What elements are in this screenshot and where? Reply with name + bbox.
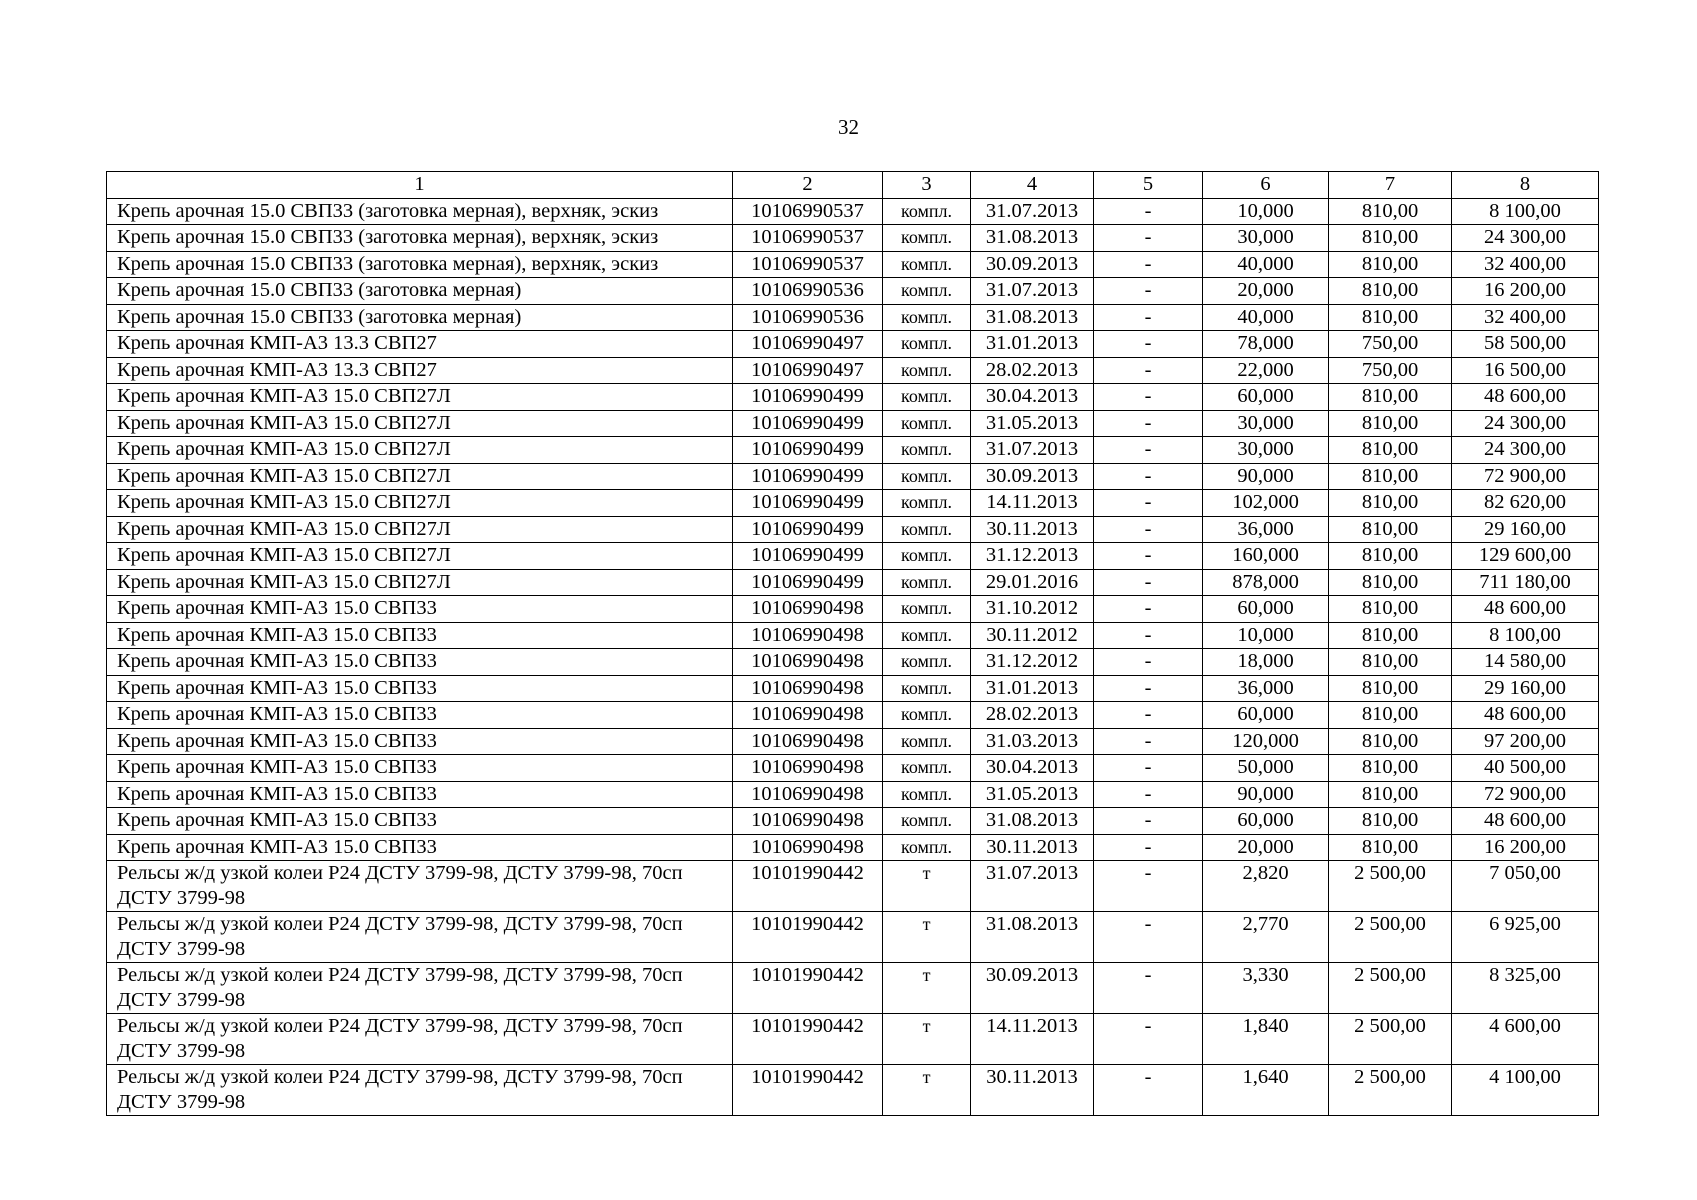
- item-unit: компл.: [883, 437, 971, 464]
- item-quantity: 40,000: [1203, 251, 1329, 278]
- item-price: 810,00: [1329, 755, 1452, 782]
- item-date: 14.11.2013: [971, 490, 1094, 517]
- item-date: 31.01.2013: [971, 675, 1094, 702]
- item-date: 28.02.2013: [971, 357, 1094, 384]
- table-row: [107, 596, 1599, 623]
- item-name: Крепь арочная 15.0 СВП33 (заготовка мерная), верхняк, эскиз: [107, 251, 733, 278]
- item-col5: -: [1094, 198, 1203, 225]
- item-quantity: 90,000: [1203, 781, 1329, 808]
- item-quantity: 10,000: [1203, 198, 1329, 225]
- item-price: 810,00: [1329, 728, 1452, 755]
- table-row: [107, 410, 1599, 437]
- item-quantity: 3,330: [1203, 963, 1329, 1014]
- item-name: Рельсы ж/д узкой колеи Р24 ДСТУ 3799-98, ДСТУ 3799-98, 70сп ДСТУ 3799-98: [107, 1065, 733, 1116]
- item-date: 30.11.2013: [971, 516, 1094, 543]
- item-sum: 32 400,00: [1452, 251, 1599, 278]
- item-quantity: 20,000: [1203, 834, 1329, 861]
- table-row: [107, 569, 1599, 596]
- item-price: 750,00: [1329, 331, 1452, 358]
- item-price: 2 500,00: [1329, 912, 1452, 963]
- item-date: 31.01.2013: [971, 331, 1094, 358]
- item-sum: 7 050,00: [1452, 861, 1599, 912]
- item-col5: -: [1094, 675, 1203, 702]
- item-quantity: 878,000: [1203, 569, 1329, 596]
- item-col5: -: [1094, 463, 1203, 490]
- item-code: 10101990442: [733, 861, 883, 912]
- item-unit: компл.: [883, 278, 971, 305]
- item-sum: 48 600,00: [1452, 384, 1599, 411]
- item-name: Крепь арочная 15.0 СВП33 (заготовка мерная): [107, 304, 733, 331]
- item-code: 10106990499: [733, 569, 883, 596]
- item-quantity: 18,000: [1203, 649, 1329, 676]
- item-name: Рельсы ж/д узкой колеи Р24 ДСТУ 3799-98, ДСТУ 3799-98, 70сп ДСТУ 3799-98: [107, 1014, 733, 1065]
- item-date: 31.08.2013: [971, 808, 1094, 835]
- item-sum: 711 180,00: [1452, 569, 1599, 596]
- item-col5: -: [1094, 781, 1203, 808]
- item-name: Рельсы ж/д узкой колеи Р24 ДСТУ 3799-98, ДСТУ 3799-98, 70сп ДСТУ 3799-98: [107, 912, 733, 963]
- item-quantity: 1,640: [1203, 1065, 1329, 1116]
- item-date: 14.11.2013: [971, 1014, 1094, 1065]
- item-date: 30.09.2013: [971, 251, 1094, 278]
- item-code: 10106990537: [733, 198, 883, 225]
- item-unit: компл.: [883, 331, 971, 358]
- item-code: 10101990442: [733, 1065, 883, 1116]
- item-col5: -: [1094, 912, 1203, 963]
- table-row: [107, 649, 1599, 676]
- item-sum: 8 325,00: [1452, 963, 1599, 1014]
- item-name: Крепь арочная КМП-А3 15.0 СВП27Л: [107, 490, 733, 517]
- item-unit: компл.: [883, 410, 971, 437]
- item-unit: компл.: [883, 569, 971, 596]
- item-date: 31.12.2012: [971, 649, 1094, 676]
- item-col5: -: [1094, 516, 1203, 543]
- table-row: [107, 198, 1599, 225]
- item-sum: 48 600,00: [1452, 596, 1599, 623]
- item-date: 31.07.2013: [971, 278, 1094, 305]
- item-name: Крепь арочная КМП-А3 15.0 СВП33: [107, 622, 733, 649]
- item-col5: -: [1094, 304, 1203, 331]
- item-sum: 14 580,00: [1452, 649, 1599, 676]
- item-code: 10106990536: [733, 304, 883, 331]
- item-price: 810,00: [1329, 225, 1452, 252]
- item-sum: 82 620,00: [1452, 490, 1599, 517]
- table-row: [107, 622, 1599, 649]
- table-row: [107, 331, 1599, 358]
- item-col5: -: [1094, 278, 1203, 305]
- item-quantity: 60,000: [1203, 702, 1329, 729]
- item-date: 31.05.2013: [971, 410, 1094, 437]
- item-price: 810,00: [1329, 463, 1452, 490]
- item-col5: -: [1094, 702, 1203, 729]
- column-header-6: 6: [1203, 172, 1329, 199]
- item-sum: 24 300,00: [1452, 410, 1599, 437]
- item-code: 10106990536: [733, 278, 883, 305]
- item-name: Крепь арочная КМП-А3 15.0 СВП33: [107, 834, 733, 861]
- item-price: 810,00: [1329, 781, 1452, 808]
- item-name: Крепь арочная КМП-А3 13.3 СВП27: [107, 331, 733, 358]
- item-col5: -: [1094, 357, 1203, 384]
- table-row: [107, 463, 1599, 490]
- item-price: 810,00: [1329, 490, 1452, 517]
- table-row: [107, 728, 1599, 755]
- item-col5: -: [1094, 384, 1203, 411]
- table-row: [107, 963, 1599, 1014]
- item-name: Крепь арочная КМП-А3 15.0 СВП33: [107, 728, 733, 755]
- column-header-2: 2: [733, 172, 883, 199]
- item-sum: 97 200,00: [1452, 728, 1599, 755]
- item-quantity: 60,000: [1203, 384, 1329, 411]
- item-col5: -: [1094, 251, 1203, 278]
- item-date: 31.10.2012: [971, 596, 1094, 623]
- item-name: Крепь арочная КМП-А3 15.0 СВП27Л: [107, 569, 733, 596]
- item-price: 810,00: [1329, 622, 1452, 649]
- item-code: 10101990442: [733, 1014, 883, 1065]
- table-row: [107, 755, 1599, 782]
- item-name: Крепь арочная КМП-А3 15.0 СВП27Л: [107, 543, 733, 570]
- item-quantity: 30,000: [1203, 437, 1329, 464]
- item-name: Крепь арочная КМП-А3 15.0 СВП33: [107, 808, 733, 835]
- item-code: 10106990498: [733, 675, 883, 702]
- item-price: 2 500,00: [1329, 963, 1452, 1014]
- item-code: 10106990537: [733, 225, 883, 252]
- item-name: Рельсы ж/д узкой колеи Р24 ДСТУ 3799-98, ДСТУ 3799-98, 70сп ДСТУ 3799-98: [107, 963, 733, 1014]
- column-header-7: 7: [1329, 172, 1452, 199]
- item-unit: компл.: [883, 251, 971, 278]
- item-col5: -: [1094, 410, 1203, 437]
- item-name: Крепь арочная КМП-А3 15.0 СВП33: [107, 675, 733, 702]
- item-unit: компл.: [883, 516, 971, 543]
- item-date: 30.04.2013: [971, 384, 1094, 411]
- item-code: 10101990442: [733, 963, 883, 1014]
- item-col5: -: [1094, 834, 1203, 861]
- column-header-8: 8: [1452, 172, 1599, 199]
- item-sum: 24 300,00: [1452, 437, 1599, 464]
- item-sum: 48 600,00: [1452, 702, 1599, 729]
- item-col5: -: [1094, 543, 1203, 570]
- item-price: 810,00: [1329, 278, 1452, 305]
- item-quantity: 40,000: [1203, 304, 1329, 331]
- item-quantity: 2,820: [1203, 861, 1329, 912]
- item-unit: компл.: [883, 675, 971, 702]
- item-price: 810,00: [1329, 543, 1452, 570]
- item-quantity: 36,000: [1203, 675, 1329, 702]
- item-col5: -: [1094, 596, 1203, 623]
- item-unit: т: [883, 1065, 971, 1116]
- item-sum: 72 900,00: [1452, 781, 1599, 808]
- item-code: 10106990499: [733, 490, 883, 517]
- item-sum: 72 900,00: [1452, 463, 1599, 490]
- table-row: [107, 278, 1599, 305]
- item-sum: 4 100,00: [1452, 1065, 1599, 1116]
- item-price: 810,00: [1329, 251, 1452, 278]
- item-sum: 29 160,00: [1452, 675, 1599, 702]
- item-col5: -: [1094, 1065, 1203, 1116]
- item-date: 31.07.2013: [971, 861, 1094, 912]
- item-price: 810,00: [1329, 569, 1452, 596]
- item-name: Крепь арочная КМП-А3 15.0 СВП27Л: [107, 437, 733, 464]
- table-row: [107, 357, 1599, 384]
- item-unit: компл.: [883, 834, 971, 861]
- item-unit: компл.: [883, 463, 971, 490]
- item-date: 31.07.2013: [971, 198, 1094, 225]
- item-price: 2 500,00: [1329, 1065, 1452, 1116]
- item-date: 31.12.2013: [971, 543, 1094, 570]
- item-col5: -: [1094, 437, 1203, 464]
- item-price: 2 500,00: [1329, 861, 1452, 912]
- item-col5: -: [1094, 569, 1203, 596]
- item-code: 10106990498: [733, 781, 883, 808]
- item-sum: 58 500,00: [1452, 331, 1599, 358]
- item-name: Крепь арочная 15.0 СВП33 (заготовка мерная), верхняк, эскиз: [107, 198, 733, 225]
- item-price: 810,00: [1329, 304, 1452, 331]
- table-row: [107, 781, 1599, 808]
- item-name: Крепь арочная КМП-А3 15.0 СВП27Л: [107, 410, 733, 437]
- table-body: [107, 198, 1599, 1116]
- item-quantity: 60,000: [1203, 596, 1329, 623]
- table-row: [107, 251, 1599, 278]
- item-name: Крепь арочная 15.0 СВП33 (заготовка мерная): [107, 278, 733, 305]
- table-row: [107, 702, 1599, 729]
- item-quantity: 90,000: [1203, 463, 1329, 490]
- item-quantity: 30,000: [1203, 410, 1329, 437]
- item-price: 810,00: [1329, 384, 1452, 411]
- item-unit: т: [883, 861, 971, 912]
- table-row: [107, 834, 1599, 861]
- item-quantity: 78,000: [1203, 331, 1329, 358]
- item-quantity: 22,000: [1203, 357, 1329, 384]
- column-header-4: 4: [971, 172, 1094, 199]
- item-date: 31.08.2013: [971, 304, 1094, 331]
- item-code: 10106990499: [733, 543, 883, 570]
- item-name: Крепь арочная КМП-А3 15.0 СВП27Л: [107, 463, 733, 490]
- item-price: 2 500,00: [1329, 1014, 1452, 1065]
- item-name: Крепь арочная КМП-А3 15.0 СВП27Л: [107, 516, 733, 543]
- item-quantity: 20,000: [1203, 278, 1329, 305]
- item-code: 10106990498: [733, 649, 883, 676]
- item-quantity: 36,000: [1203, 516, 1329, 543]
- item-col5: -: [1094, 622, 1203, 649]
- table-row: [107, 384, 1599, 411]
- item-unit: компл.: [883, 543, 971, 570]
- item-unit: компл.: [883, 198, 971, 225]
- item-sum: 48 600,00: [1452, 808, 1599, 835]
- item-sum: 129 600,00: [1452, 543, 1599, 570]
- item-date: 31.07.2013: [971, 437, 1094, 464]
- item-date: 30.09.2013: [971, 963, 1094, 1014]
- item-col5: -: [1094, 225, 1203, 252]
- item-price: 810,00: [1329, 675, 1452, 702]
- item-code: 10106990499: [733, 437, 883, 464]
- item-sum: 16 200,00: [1452, 278, 1599, 305]
- item-sum: 4 600,00: [1452, 1014, 1599, 1065]
- item-code: 10106990499: [733, 384, 883, 411]
- item-sum: 40 500,00: [1452, 755, 1599, 782]
- table-row: [107, 861, 1599, 912]
- item-sum: 8 100,00: [1452, 198, 1599, 225]
- item-date: 28.02.2013: [971, 702, 1094, 729]
- item-quantity: 160,000: [1203, 543, 1329, 570]
- item-quantity: 60,000: [1203, 808, 1329, 835]
- item-price: 810,00: [1329, 198, 1452, 225]
- item-name: Крепь арочная КМП-А3 15.0 СВП33: [107, 781, 733, 808]
- item-unit: компл.: [883, 596, 971, 623]
- table-row: [107, 437, 1599, 464]
- item-name: Крепь арочная КМП-А3 13.3 СВП27: [107, 357, 733, 384]
- item-unit: компл.: [883, 490, 971, 517]
- table-row: [107, 912, 1599, 963]
- item-date: 29.01.2016: [971, 569, 1094, 596]
- item-sum: 8 100,00: [1452, 622, 1599, 649]
- item-name: Крепь арочная КМП-А3 15.0 СВП33: [107, 755, 733, 782]
- table-row: [107, 808, 1599, 835]
- item-unit: компл.: [883, 357, 971, 384]
- item-unit: компл.: [883, 781, 971, 808]
- item-date: 30.11.2012: [971, 622, 1094, 649]
- item-date: 31.03.2013: [971, 728, 1094, 755]
- item-col5: -: [1094, 490, 1203, 517]
- item-col5: -: [1094, 755, 1203, 782]
- item-col5: -: [1094, 649, 1203, 676]
- table-row: [107, 304, 1599, 331]
- item-col5: -: [1094, 861, 1203, 912]
- item-date: 31.08.2013: [971, 912, 1094, 963]
- column-header-3: 3: [883, 172, 971, 199]
- item-quantity: 102,000: [1203, 490, 1329, 517]
- item-code: 10106990498: [733, 834, 883, 861]
- item-quantity: 30,000: [1203, 225, 1329, 252]
- item-code: 10106990498: [733, 596, 883, 623]
- item-unit: т: [883, 963, 971, 1014]
- item-name: Рельсы ж/д узкой колеи Р24 ДСТУ 3799-98, ДСТУ 3799-98, 70сп ДСТУ 3799-98: [107, 861, 733, 912]
- table-row: [107, 543, 1599, 570]
- item-code: 10106990499: [733, 463, 883, 490]
- item-price: 810,00: [1329, 596, 1452, 623]
- inventory-table: [106, 171, 1599, 1116]
- item-date: 31.05.2013: [971, 781, 1094, 808]
- item-unit: компл.: [883, 808, 971, 835]
- item-quantity: 10,000: [1203, 622, 1329, 649]
- item-price: 810,00: [1329, 702, 1452, 729]
- item-sum: 16 200,00: [1452, 834, 1599, 861]
- item-quantity: 120,000: [1203, 728, 1329, 755]
- item-price: 810,00: [1329, 834, 1452, 861]
- column-header-5: 5: [1094, 172, 1203, 199]
- item-name: Крепь арочная 15.0 СВП33 (заготовка мерная), верхняк, эскиз: [107, 225, 733, 252]
- item-unit: т: [883, 1014, 971, 1065]
- item-quantity: 1,840: [1203, 1014, 1329, 1065]
- item-unit: компл.: [883, 649, 971, 676]
- table-row: [107, 225, 1599, 252]
- item-name: Крепь арочная КМП-А3 15.0 СВП33: [107, 702, 733, 729]
- item-code: 10101990442: [733, 912, 883, 963]
- item-unit: компл.: [883, 755, 971, 782]
- table-row: [107, 516, 1599, 543]
- item-date: 30.11.2013: [971, 834, 1094, 861]
- item-code: 10106990497: [733, 357, 883, 384]
- item-sum: 32 400,00: [1452, 304, 1599, 331]
- item-unit: компл.: [883, 225, 971, 252]
- item-price: 810,00: [1329, 437, 1452, 464]
- item-code: 10106990537: [733, 251, 883, 278]
- item-col5: -: [1094, 1014, 1203, 1065]
- item-date: 30.09.2013: [971, 463, 1094, 490]
- item-name: Крепь арочная КМП-А3 15.0 СВП33: [107, 596, 733, 623]
- item-unit: компл.: [883, 304, 971, 331]
- item-price: 810,00: [1329, 410, 1452, 437]
- column-header-1: 1: [107, 172, 733, 199]
- item-unit: т: [883, 912, 971, 963]
- item-sum: 16 500,00: [1452, 357, 1599, 384]
- item-code: 10106990498: [733, 755, 883, 782]
- table-row: [107, 490, 1599, 517]
- item-col5: -: [1094, 808, 1203, 835]
- item-code: 10106990498: [733, 702, 883, 729]
- item-date: 30.04.2013: [971, 755, 1094, 782]
- item-unit: компл.: [883, 622, 971, 649]
- item-price: 750,00: [1329, 357, 1452, 384]
- item-sum: 24 300,00: [1452, 225, 1599, 252]
- table-row: [107, 675, 1599, 702]
- table-row: [107, 1065, 1599, 1116]
- item-unit: компл.: [883, 384, 971, 411]
- item-code: 10106990498: [733, 808, 883, 835]
- item-unit: компл.: [883, 728, 971, 755]
- item-col5: -: [1094, 331, 1203, 358]
- item-price: 810,00: [1329, 649, 1452, 676]
- item-code: 10106990499: [733, 516, 883, 543]
- table-row: [107, 1014, 1599, 1065]
- item-col5: -: [1094, 728, 1203, 755]
- header-row: [107, 172, 1599, 199]
- item-sum: 29 160,00: [1452, 516, 1599, 543]
- item-price: 810,00: [1329, 516, 1452, 543]
- item-quantity: 2,770: [1203, 912, 1329, 963]
- item-price: 810,00: [1329, 808, 1452, 835]
- page-number: 32: [838, 115, 859, 139]
- item-col5: -: [1094, 963, 1203, 1014]
- item-date: 30.11.2013: [971, 1065, 1094, 1116]
- item-name: Крепь арочная КМП-А3 15.0 СВП27Л: [107, 384, 733, 411]
- item-quantity: 50,000: [1203, 755, 1329, 782]
- item-date: 31.08.2013: [971, 225, 1094, 252]
- item-code: 10106990499: [733, 410, 883, 437]
- item-name: Крепь арочная КМП-А3 15.0 СВП33: [107, 649, 733, 676]
- item-code: 10106990497: [733, 331, 883, 358]
- item-code: 10106990498: [733, 622, 883, 649]
- item-sum: 6 925,00: [1452, 912, 1599, 963]
- item-unit: компл.: [883, 702, 971, 729]
- item-code: 10106990498: [733, 728, 883, 755]
